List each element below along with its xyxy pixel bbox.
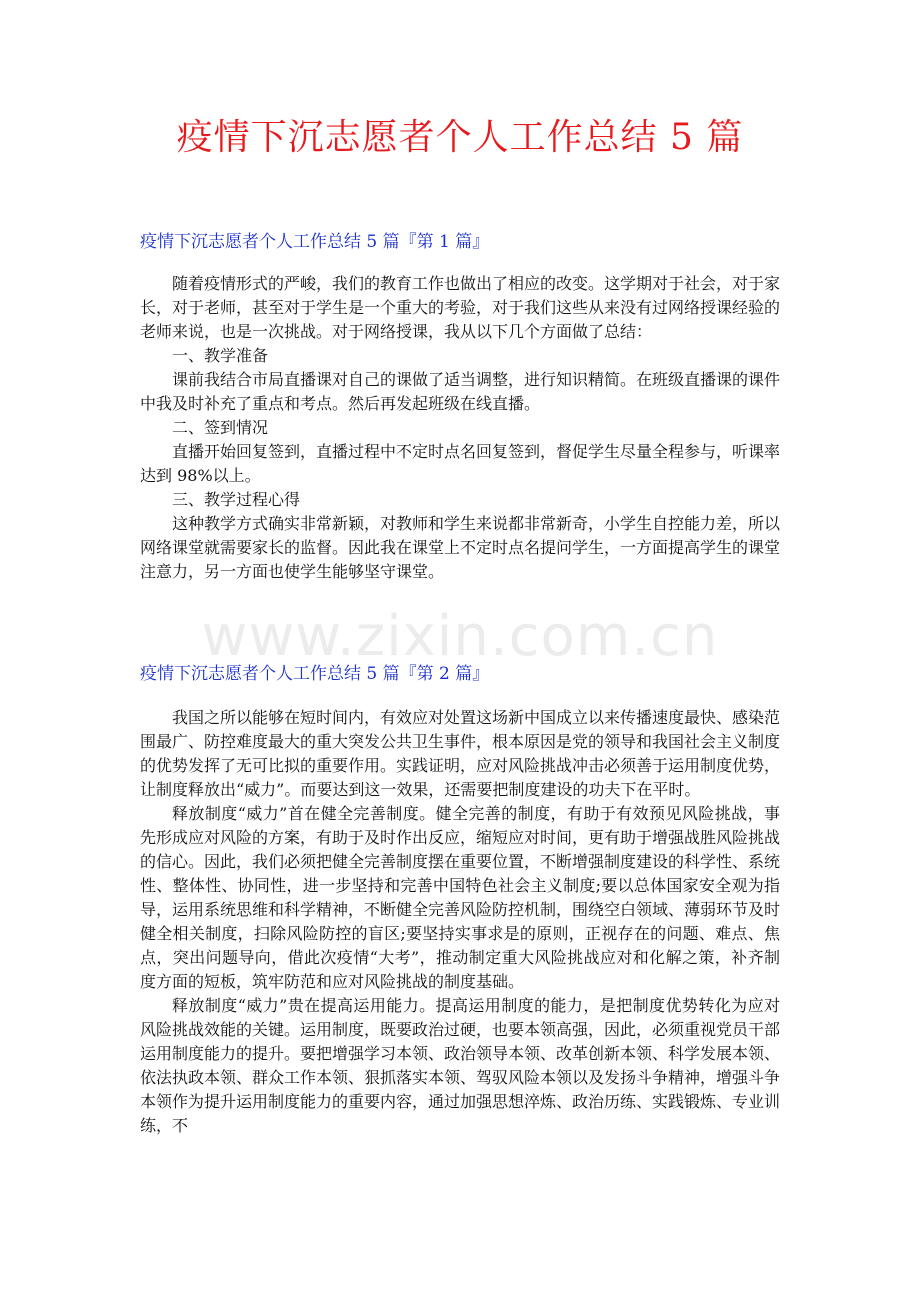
section-1-heading: 疫情下沉志愿者个人工作总结 5 篇『第 1 篇』 (140, 232, 490, 252)
paragraph: 这种教学方式确实非常新颖，对教师和学生来说都非常新奇，小学生自控能力差，所以网络课堂就需要家长的监督。因此我在课堂上不定时点名提问学生，一方面提高学生的课堂注意力，另一方面也使学生能够坚守课堂。 (140, 514, 781, 581)
section-2-heading: 疫情下沉志愿者个人工作总结 5 篇『第 2 篇』 (140, 664, 490, 684)
paragraph: 直播开始回复签到，直播过程中不定时点名回复签到，督促学生尽量全程参与，听课率达到 98%以上。 (140, 442, 781, 485)
watermark: www.zixin.com.cn (201, 604, 719, 669)
section-1-body (140, 272, 780, 584)
paragraph: 随着疫情形式的严峻，我们的教育工作也做出了相应的改变。这学期对于社会，对于家长，对于老师，甚至对于学生是一个重大的考验，对于我们这些从来没有过网络授课经验的老师来说，也是一次挑战。对于网络授课，我从以下几个方面做了总结： (140, 274, 781, 341)
subheading: 一、教学准备 (172, 346, 269, 365)
paragraph: 释放制度“威力”首在健全完善制度。健全完善的制度，有助于有效预见风险挑战，事先形成应对风险的方案，有助于及时作出反应，缩短应对时间，更有助于增强战胜风险挑战的信心。因此，我们必须把健全完善制度摆在重要位置，不断增强制度建设的科学性、系统性、整体性、协同性，进一步坚持和完善中国特色社会主义制度;要以总体国家安全观为指导，运用系统思维和科学精神，不断健全完善风险防控机制，围绕空白领域、薄弱环节及时健全相关制度，扫除风险防控的盲区;要坚持实事求是的原则，正视存在的问题、难点、焦点，突出问题导向，借此次疫情“大考”，推动制定重大风险挑战应对和化解之策，补齐制度方面的短板，筑牢防范和应对风险挑战的制度基础。 (140, 804, 781, 991)
subheading: 三、教学过程心得 (172, 490, 301, 509)
paragraph: 课前我结合市局直播课对自己的课做了适当调整，进行知识精简。在班级直播课的课件中我及时补充了重点和考点。然后再发起班级在线直播。 (140, 370, 781, 413)
section-2-body (140, 706, 780, 1138)
document-title: 疫情下沉志愿者个人工作总结 5 篇 (176, 117, 744, 158)
subheading: 二、签到情况 (172, 418, 269, 437)
paragraph: 我国之所以能够在短时间内，有效应对处置这场新中国成立以来传播速度最快、感染范围最广、防控难度最大的重大突发公共卫生事件，根本原因是党的领导和我国社会主义制度的优势发挥了无可比拟的重要作用。实践证明，应对风险挑战冲击必须善于运用制度优势，让制度释放出“威力”。而要达到这一效果，还需要把制度建设的功夫下在平时。 (140, 708, 781, 799)
paragraph: 释放制度“威力”贵在提高运用能力。提高运用制度的能力，是把制度优势转化为应对风险挑战效能的关键。运用制度，既要政治过硬，也要本领高强，因此，必须重视党员干部运用制度能力的提升。要把增强学习本领、政治领导本领、改革创新本领、科学发展本领、依法执政本领、群众工作本领、狠抓落实本领、驾驭风险本领以及发扬斗争精神，增强斗争本领作为提升运用制度能力的重要内容，通过加强思想淬炼、政治历练、实践锻炼、专业训练，不 (140, 996, 781, 1135)
